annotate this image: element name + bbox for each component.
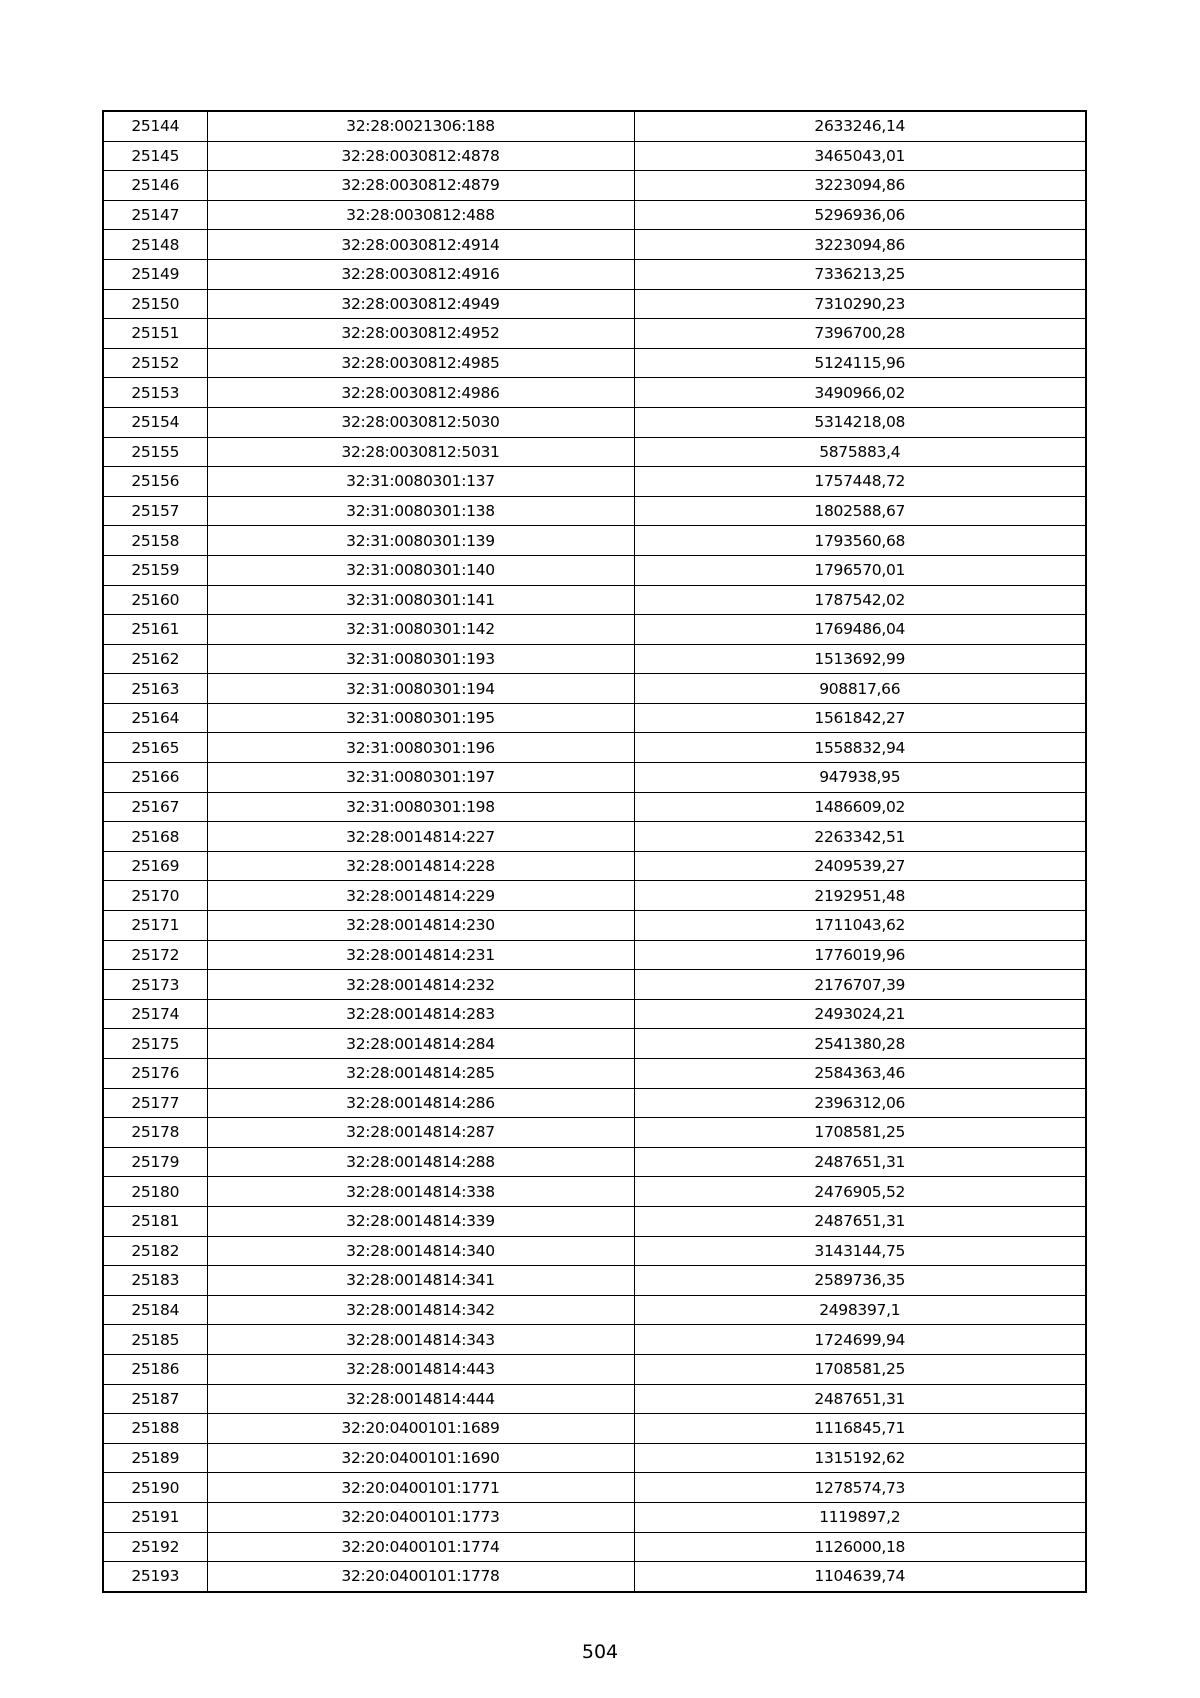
row-number-cell: 25158 xyxy=(103,526,207,556)
table-row xyxy=(103,1029,1086,1059)
table-row xyxy=(103,437,1086,467)
table-row xyxy=(103,289,1086,319)
value-cell: 2498397,1 xyxy=(634,1295,1086,1325)
value-cell: 3490966,02 xyxy=(634,378,1086,408)
table-row xyxy=(103,1532,1086,1562)
table-row xyxy=(103,911,1086,941)
table-row xyxy=(103,763,1086,793)
cadastral-number-cell: 32:31:0080301:197 xyxy=(207,763,634,793)
cadastral-number-cell: 32:28:0030812:5031 xyxy=(207,437,634,467)
cadastral-number-cell: 32:28:0014814:286 xyxy=(207,1088,634,1118)
row-number-cell: 25167 xyxy=(103,792,207,822)
table-row xyxy=(103,1147,1086,1177)
cadastral-number-cell: 32:28:0014814:338 xyxy=(207,1177,634,1207)
cadastral-number-cell: 32:31:0080301:142 xyxy=(207,615,634,645)
row-number-cell: 25157 xyxy=(103,496,207,526)
table-row xyxy=(103,319,1086,349)
value-cell: 2396312,06 xyxy=(634,1088,1086,1118)
table-row xyxy=(103,644,1086,674)
table-row xyxy=(103,141,1086,171)
value-cell: 3223094,86 xyxy=(634,171,1086,201)
row-number-cell: 25159 xyxy=(103,555,207,585)
cadastral-number-cell: 32:20:0400101:1689 xyxy=(207,1414,634,1444)
row-number-cell: 25171 xyxy=(103,911,207,941)
cadastral-number-cell: 32:28:0030812:4878 xyxy=(207,141,634,171)
cadastral-number-cell: 32:28:0030812:4985 xyxy=(207,348,634,378)
row-number-cell: 25176 xyxy=(103,1059,207,1089)
table-row xyxy=(103,703,1086,733)
value-cell: 1724699,94 xyxy=(634,1325,1086,1355)
row-number-cell: 25170 xyxy=(103,881,207,911)
cadastral-number-cell: 32:31:0080301:138 xyxy=(207,496,634,526)
value-cell: 5296936,06 xyxy=(634,200,1086,230)
cadastral-number-cell: 32:28:0014814:230 xyxy=(207,911,634,941)
value-cell: 1769486,04 xyxy=(634,615,1086,645)
table-row xyxy=(103,1414,1086,1444)
value-cell: 2589736,35 xyxy=(634,1266,1086,1296)
value-cell: 2633246,14 xyxy=(634,111,1086,141)
table-row xyxy=(103,348,1086,378)
table-row xyxy=(103,496,1086,526)
row-number-cell: 25155 xyxy=(103,437,207,467)
table-row xyxy=(103,881,1086,911)
value-cell: 1104639,74 xyxy=(634,1562,1086,1592)
value-cell: 1116845,71 xyxy=(634,1414,1086,1444)
row-number-cell: 25183 xyxy=(103,1266,207,1296)
table-row xyxy=(103,792,1086,822)
value-cell: 2487651,31 xyxy=(634,1384,1086,1414)
value-cell: 1796570,01 xyxy=(634,555,1086,585)
cadastral-number-cell: 32:28:0030812:5030 xyxy=(207,407,634,437)
cadastral-number-cell: 32:28:0030812:4914 xyxy=(207,230,634,260)
row-number-cell: 25145 xyxy=(103,141,207,171)
table-row xyxy=(103,1177,1086,1207)
row-number-cell: 25154 xyxy=(103,407,207,437)
table-row xyxy=(103,1236,1086,1266)
table-row xyxy=(103,733,1086,763)
cadastral-number-cell: 32:28:0014814:343 xyxy=(207,1325,634,1355)
value-cell: 2409539,27 xyxy=(634,851,1086,881)
value-cell: 7396700,28 xyxy=(634,319,1086,349)
value-cell: 1278574,73 xyxy=(634,1473,1086,1503)
table-row xyxy=(103,407,1086,437)
cadastral-number-cell: 32:31:0080301:196 xyxy=(207,733,634,763)
cadastral-number-cell: 32:31:0080301:140 xyxy=(207,555,634,585)
row-number-cell: 25175 xyxy=(103,1029,207,1059)
value-cell: 1126000,18 xyxy=(634,1532,1086,1562)
row-number-cell: 25181 xyxy=(103,1206,207,1236)
value-cell: 1558832,94 xyxy=(634,733,1086,763)
row-number-cell: 25191 xyxy=(103,1502,207,1532)
value-cell: 2487651,31 xyxy=(634,1147,1086,1177)
cadastral-number-cell: 32:28:0030812:488 xyxy=(207,200,634,230)
table-row xyxy=(103,171,1086,201)
cadastral-number-cell: 32:28:0030812:4949 xyxy=(207,289,634,319)
cadastral-number-cell: 32:20:0400101:1778 xyxy=(207,1562,634,1592)
cadastral-number-cell: 32:28:0021306:188 xyxy=(207,111,634,141)
value-cell: 2263342,51 xyxy=(634,822,1086,852)
row-number-cell: 25166 xyxy=(103,763,207,793)
row-number-cell: 25172 xyxy=(103,940,207,970)
cadastral-number-cell: 32:28:0014814:228 xyxy=(207,851,634,881)
cadastral-number-cell: 32:28:0014814:283 xyxy=(207,999,634,1029)
table-row xyxy=(103,822,1086,852)
row-number-cell: 25173 xyxy=(103,970,207,1000)
row-number-cell: 25182 xyxy=(103,1236,207,1266)
cadastral-number-cell: 32:31:0080301:137 xyxy=(207,467,634,497)
row-number-cell: 25168 xyxy=(103,822,207,852)
value-cell: 5314218,08 xyxy=(634,407,1086,437)
row-number-cell: 25174 xyxy=(103,999,207,1029)
table-row xyxy=(103,1384,1086,1414)
table-row xyxy=(103,1295,1086,1325)
row-number-cell: 25184 xyxy=(103,1295,207,1325)
row-number-cell: 25146 xyxy=(103,171,207,201)
cadastral-number-cell: 32:31:0080301:139 xyxy=(207,526,634,556)
row-number-cell: 25151 xyxy=(103,319,207,349)
cadastral-number-cell: 32:20:0400101:1773 xyxy=(207,1502,634,1532)
row-number-cell: 25156 xyxy=(103,467,207,497)
page-number: 504 xyxy=(581,1641,619,1663)
value-cell: 3223094,86 xyxy=(634,230,1086,260)
table-row xyxy=(103,200,1086,230)
cadastral-number-cell: 32:28:0030812:4986 xyxy=(207,378,634,408)
cadastral-number-cell: 32:20:0400101:1774 xyxy=(207,1532,634,1562)
cadastral-number-cell: 32:28:0014814:229 xyxy=(207,881,634,911)
cadastral-number-cell: 32:28:0030812:4879 xyxy=(207,171,634,201)
value-cell: 1708581,25 xyxy=(634,1118,1086,1148)
cadastral-number-cell: 32:28:0014814:444 xyxy=(207,1384,634,1414)
cadastral-number-cell: 32:28:0014814:287 xyxy=(207,1118,634,1148)
cadastral-number-cell: 32:28:0014814:285 xyxy=(207,1059,634,1089)
value-cell: 1486609,02 xyxy=(634,792,1086,822)
value-cell: 1757448,72 xyxy=(634,467,1086,497)
table-row xyxy=(103,1088,1086,1118)
value-cell: 2541380,28 xyxy=(634,1029,1086,1059)
cadastral-number-cell: 32:28:0014814:340 xyxy=(207,1236,634,1266)
row-number-cell: 25160 xyxy=(103,585,207,615)
cadastral-number-cell: 32:28:0014814:232 xyxy=(207,970,634,1000)
cadastral-number-cell: 32:28:0030812:4916 xyxy=(207,259,634,289)
value-cell: 1793560,68 xyxy=(634,526,1086,556)
row-number-cell: 25163 xyxy=(103,674,207,704)
row-number-cell: 25148 xyxy=(103,230,207,260)
row-number-cell: 25149 xyxy=(103,259,207,289)
table-row xyxy=(103,1266,1086,1296)
row-number-cell: 25186 xyxy=(103,1354,207,1384)
row-number-cell: 25187 xyxy=(103,1384,207,1414)
cadastral-number-cell: 32:31:0080301:141 xyxy=(207,585,634,615)
table-row xyxy=(103,555,1086,585)
table-row xyxy=(103,230,1086,260)
table-row xyxy=(103,1562,1086,1592)
table-row xyxy=(103,1059,1086,1089)
cadastral-number-cell: 32:28:0014814:288 xyxy=(207,1147,634,1177)
row-number-cell: 25189 xyxy=(103,1443,207,1473)
row-number-cell: 25165 xyxy=(103,733,207,763)
value-cell: 1315192,62 xyxy=(634,1443,1086,1473)
row-number-cell: 25193 xyxy=(103,1562,207,1592)
row-number-cell: 25153 xyxy=(103,378,207,408)
cadastral-number-cell: 32:28:0014814:443 xyxy=(207,1354,634,1384)
table-row xyxy=(103,1206,1086,1236)
table-row xyxy=(103,467,1086,497)
value-cell: 908817,66 xyxy=(634,674,1086,704)
value-cell: 1802588,67 xyxy=(634,496,1086,526)
value-cell: 2176707,39 xyxy=(634,970,1086,1000)
row-number-cell: 25179 xyxy=(103,1147,207,1177)
row-number-cell: 25169 xyxy=(103,851,207,881)
row-number-cell: 25152 xyxy=(103,348,207,378)
value-cell: 2584363,46 xyxy=(634,1059,1086,1089)
table-row xyxy=(103,111,1086,141)
cadastral-number-cell: 32:20:0400101:1690 xyxy=(207,1443,634,1473)
value-cell: 947938,95 xyxy=(634,763,1086,793)
value-cell: 1708581,25 xyxy=(634,1354,1086,1384)
value-cell: 5875883,4 xyxy=(634,437,1086,467)
cadastral-number-cell: 32:31:0080301:198 xyxy=(207,792,634,822)
value-cell: 1776019,96 xyxy=(634,940,1086,970)
value-cell: 2487651,31 xyxy=(634,1206,1086,1236)
row-number-cell: 25150 xyxy=(103,289,207,319)
cadastral-number-cell: 32:31:0080301:193 xyxy=(207,644,634,674)
cadastral-number-cell: 32:28:0014814:342 xyxy=(207,1295,634,1325)
row-number-cell: 25192 xyxy=(103,1532,207,1562)
table-row xyxy=(103,1473,1086,1503)
cadastral-value-table xyxy=(102,110,1087,1593)
table-row xyxy=(103,999,1086,1029)
value-cell: 2476905,52 xyxy=(634,1177,1086,1207)
table-row xyxy=(103,940,1086,970)
cadastral-number-cell: 32:31:0080301:194 xyxy=(207,674,634,704)
row-number-cell: 25164 xyxy=(103,703,207,733)
cadastral-number-cell: 32:20:0400101:1771 xyxy=(207,1473,634,1503)
row-number-cell: 25177 xyxy=(103,1088,207,1118)
row-number-cell: 25178 xyxy=(103,1118,207,1148)
row-number-cell: 25161 xyxy=(103,615,207,645)
value-cell: 3143144,75 xyxy=(634,1236,1086,1266)
value-cell: 1119897,2 xyxy=(634,1502,1086,1532)
table-row xyxy=(103,526,1086,556)
table-body xyxy=(103,111,1086,1592)
cadastral-number-cell: 32:28:0014814:227 xyxy=(207,822,634,852)
table-row xyxy=(103,970,1086,1000)
row-number-cell: 25185 xyxy=(103,1325,207,1355)
value-cell: 1513692,99 xyxy=(634,644,1086,674)
row-number-cell: 25180 xyxy=(103,1177,207,1207)
table-row xyxy=(103,1443,1086,1473)
cadastral-number-cell: 32:28:0014814:341 xyxy=(207,1266,634,1296)
cadastral-number-cell: 32:28:0014814:284 xyxy=(207,1029,634,1059)
value-cell: 7310290,23 xyxy=(634,289,1086,319)
value-cell: 2493024,21 xyxy=(634,999,1086,1029)
cadastral-number-cell: 32:31:0080301:195 xyxy=(207,703,634,733)
value-cell: 5124115,96 xyxy=(634,348,1086,378)
row-number-cell: 25162 xyxy=(103,644,207,674)
table-row xyxy=(103,378,1086,408)
table-row xyxy=(103,851,1086,881)
row-number-cell: 25188 xyxy=(103,1414,207,1444)
cadastral-number-cell: 32:28:0014814:231 xyxy=(207,940,634,970)
cadastral-number-cell: 32:28:0030812:4952 xyxy=(207,319,634,349)
value-cell: 7336213,25 xyxy=(634,259,1086,289)
table-row xyxy=(103,1325,1086,1355)
table-row xyxy=(103,259,1086,289)
table-row xyxy=(103,674,1086,704)
row-number-cell: 25190 xyxy=(103,1473,207,1503)
table-row xyxy=(103,1502,1086,1532)
table-row xyxy=(103,1118,1086,1148)
value-cell: 1787542,02 xyxy=(634,585,1086,615)
value-cell: 3465043,01 xyxy=(634,141,1086,171)
table-row xyxy=(103,585,1086,615)
table-row xyxy=(103,1354,1086,1384)
value-cell: 1561842,27 xyxy=(634,703,1086,733)
row-number-cell: 25147 xyxy=(103,200,207,230)
cadastral-number-cell: 32:28:0014814:339 xyxy=(207,1206,634,1236)
row-number-cell: 25144 xyxy=(103,111,207,141)
value-cell: 1711043,62 xyxy=(634,911,1086,941)
value-cell: 2192951,48 xyxy=(634,881,1086,911)
table-row xyxy=(103,615,1086,645)
